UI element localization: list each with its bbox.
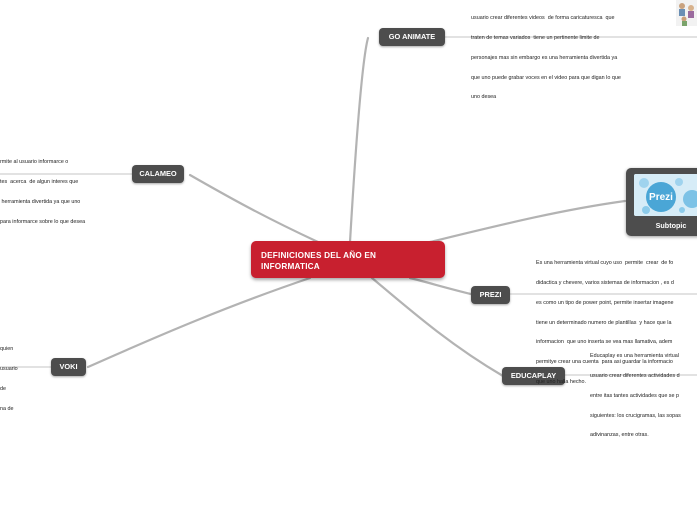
prezi-logo-text: Prezi [649,192,673,203]
note-line: que uno puede grabar voces en el video para que digan lo que [471,74,621,81]
note-line: permitye crear una cuenta para asi guardar la informacio [536,359,673,366]
central-title-line2: INFORMATICA [261,262,320,271]
link-prezi [410,278,471,294]
link-go-animate [350,38,368,242]
note-line: herramienta divertida ya que uno [0,198,81,205]
note-line: informacion que uno inserta se vea mas llamativa, adem [536,339,673,346]
note-line: usuario crear diferentes actividades d [590,372,680,379]
subtopic-prezi-card[interactable] [626,168,697,236]
note-line: rmite al usuario informarce o [0,159,69,166]
topic-prezi[interactable]: PREZI [471,286,510,304]
note-line: siguientes: los crucigramas, las sopas [590,412,681,419]
central-title-line1: DEFINICIONES DEL AÑO EN [261,251,377,260]
note-line: quien [0,346,14,353]
note-line: es como un tipo de power point, permite insertar imagene [536,299,674,306]
prezi-logo-image [634,174,697,216]
note-line: uno desea [471,94,497,101]
note-line: Educaplay es una herramienta virtual [590,353,679,360]
note-go-animate [471,2,621,108]
note-voki [0,333,18,419]
subtopic-label: Subtopic [655,221,687,230]
note-line: traten de temas variados tiene un pertinente limite de [471,34,600,41]
note-line: Es una herramienta virtual cuyo uso permite crear de fo [536,260,674,267]
go-animate-thumbnail-image [676,0,697,26]
link-voki [88,278,310,367]
note-calameo [0,146,85,232]
note-line: usuario crear diferentes videos de forma caricaturesca que [471,15,615,22]
topic-go-animate[interactable]: GO ANIMATE [379,28,445,46]
topic-voki[interactable]: VOKI [51,358,86,376]
note-line: tes acerca de algun interes que [0,178,79,185]
note-line: adivinanzas, entre otras. [590,432,649,439]
note-line: didactica y chevere, varios sistemas de informacion , es d [536,279,674,286]
link-calameo [190,175,318,242]
note-line: usuario [0,365,18,372]
note-line: que uno halla hecho. [536,378,587,385]
note-educaplay [590,340,681,446]
link-prezi-subtopic [430,201,625,242]
note-line: para informarce sobre lo que desea [0,218,86,225]
topic-educaplay[interactable]: EDUCAPLAY [502,367,565,385]
note-line: tiene un determinado numero de plantillas y hace que la [536,319,672,326]
note-line: personajes mas sin embargo es una herramienta divertida ya [471,54,618,61]
note-line: de [0,385,6,392]
note-line: na de [0,405,14,412]
note-line: entre itas tantes actividades que se p [590,392,680,399]
topic-calameo[interactable]: CALAMEO [132,165,184,183]
central-topic[interactable] [251,241,445,278]
